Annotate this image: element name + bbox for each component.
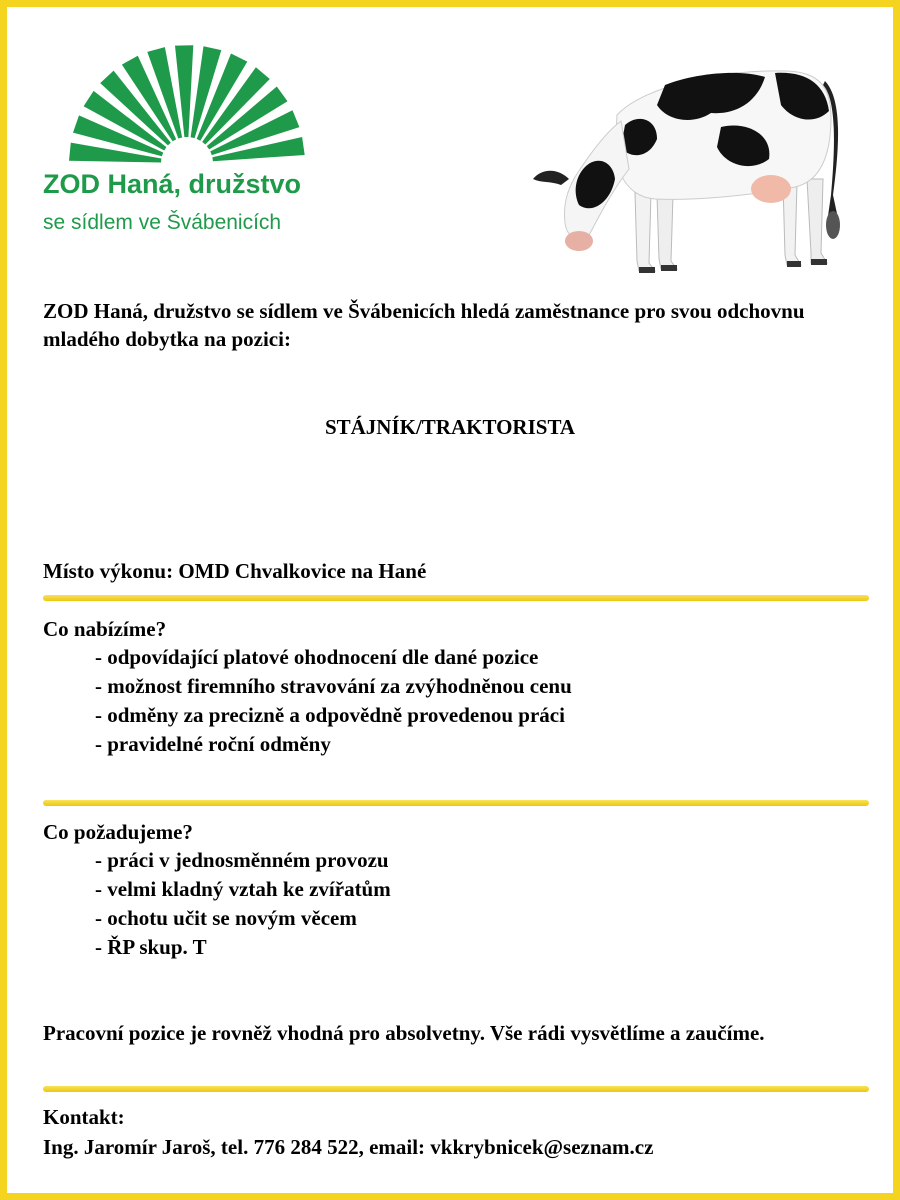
cow-icon bbox=[525, 55, 855, 280]
list-item: - možnost firemního stravování za zvýhodněnou cenu bbox=[95, 674, 572, 698]
list-item: - odměny za precizně a odpovědně provedenou práci bbox=[95, 703, 565, 727]
sun-ray bbox=[69, 143, 161, 163]
offer-list bbox=[95, 643, 572, 759]
divider bbox=[43, 800, 869, 806]
sunburst-icon bbox=[69, 35, 305, 165]
note-text: Pracovní pozice je rovněž vhodná pro absolvetny. Vše rádi vysvětlíme a zaučíme. bbox=[43, 1021, 765, 1045]
requirements-heading: Co požadujeme? bbox=[43, 820, 193, 844]
list-item: - ochotu učit se novým věcem bbox=[95, 906, 357, 930]
logo-subtitle: se sídlem ve Švábenicích bbox=[43, 211, 282, 234]
divider bbox=[43, 595, 869, 601]
offer-heading: Co nabízíme? bbox=[43, 617, 167, 641]
list-item: - odpovídající platové ohodnocení dle dané pozice bbox=[95, 645, 539, 669]
position-title: STÁJNÍK/TRAKTORISTA bbox=[324, 415, 576, 439]
intro-text: ZOD Haná, družstvo se sídlem ve Švábenicích hledá zaměstnance pro svou odchovnu mladého dobytka na pozici: bbox=[43, 299, 805, 351]
list-item: - pravidelné roční odměny bbox=[95, 732, 331, 756]
list-item: - ŘP skup. T bbox=[95, 935, 207, 959]
work-place: Místo výkonu: OMD Chvalkovice na Hané bbox=[43, 559, 427, 583]
contact-heading: Kontakt: bbox=[43, 1105, 125, 1129]
divider bbox=[43, 1086, 869, 1092]
requirements-list bbox=[95, 846, 391, 962]
company-logo bbox=[35, 31, 355, 241]
logo-title: ZOD Haná, družstvo bbox=[43, 169, 302, 199]
contact-details: Ing. Jaromír Jaroš, tel. 776 284 522, email: vkkrybnicek@seznam.cz bbox=[43, 1135, 654, 1159]
list-item: - velmi kladný vztah ke zvířatům bbox=[95, 877, 391, 901]
list-item: - práci v jednosměnném provozu bbox=[95, 848, 389, 872]
